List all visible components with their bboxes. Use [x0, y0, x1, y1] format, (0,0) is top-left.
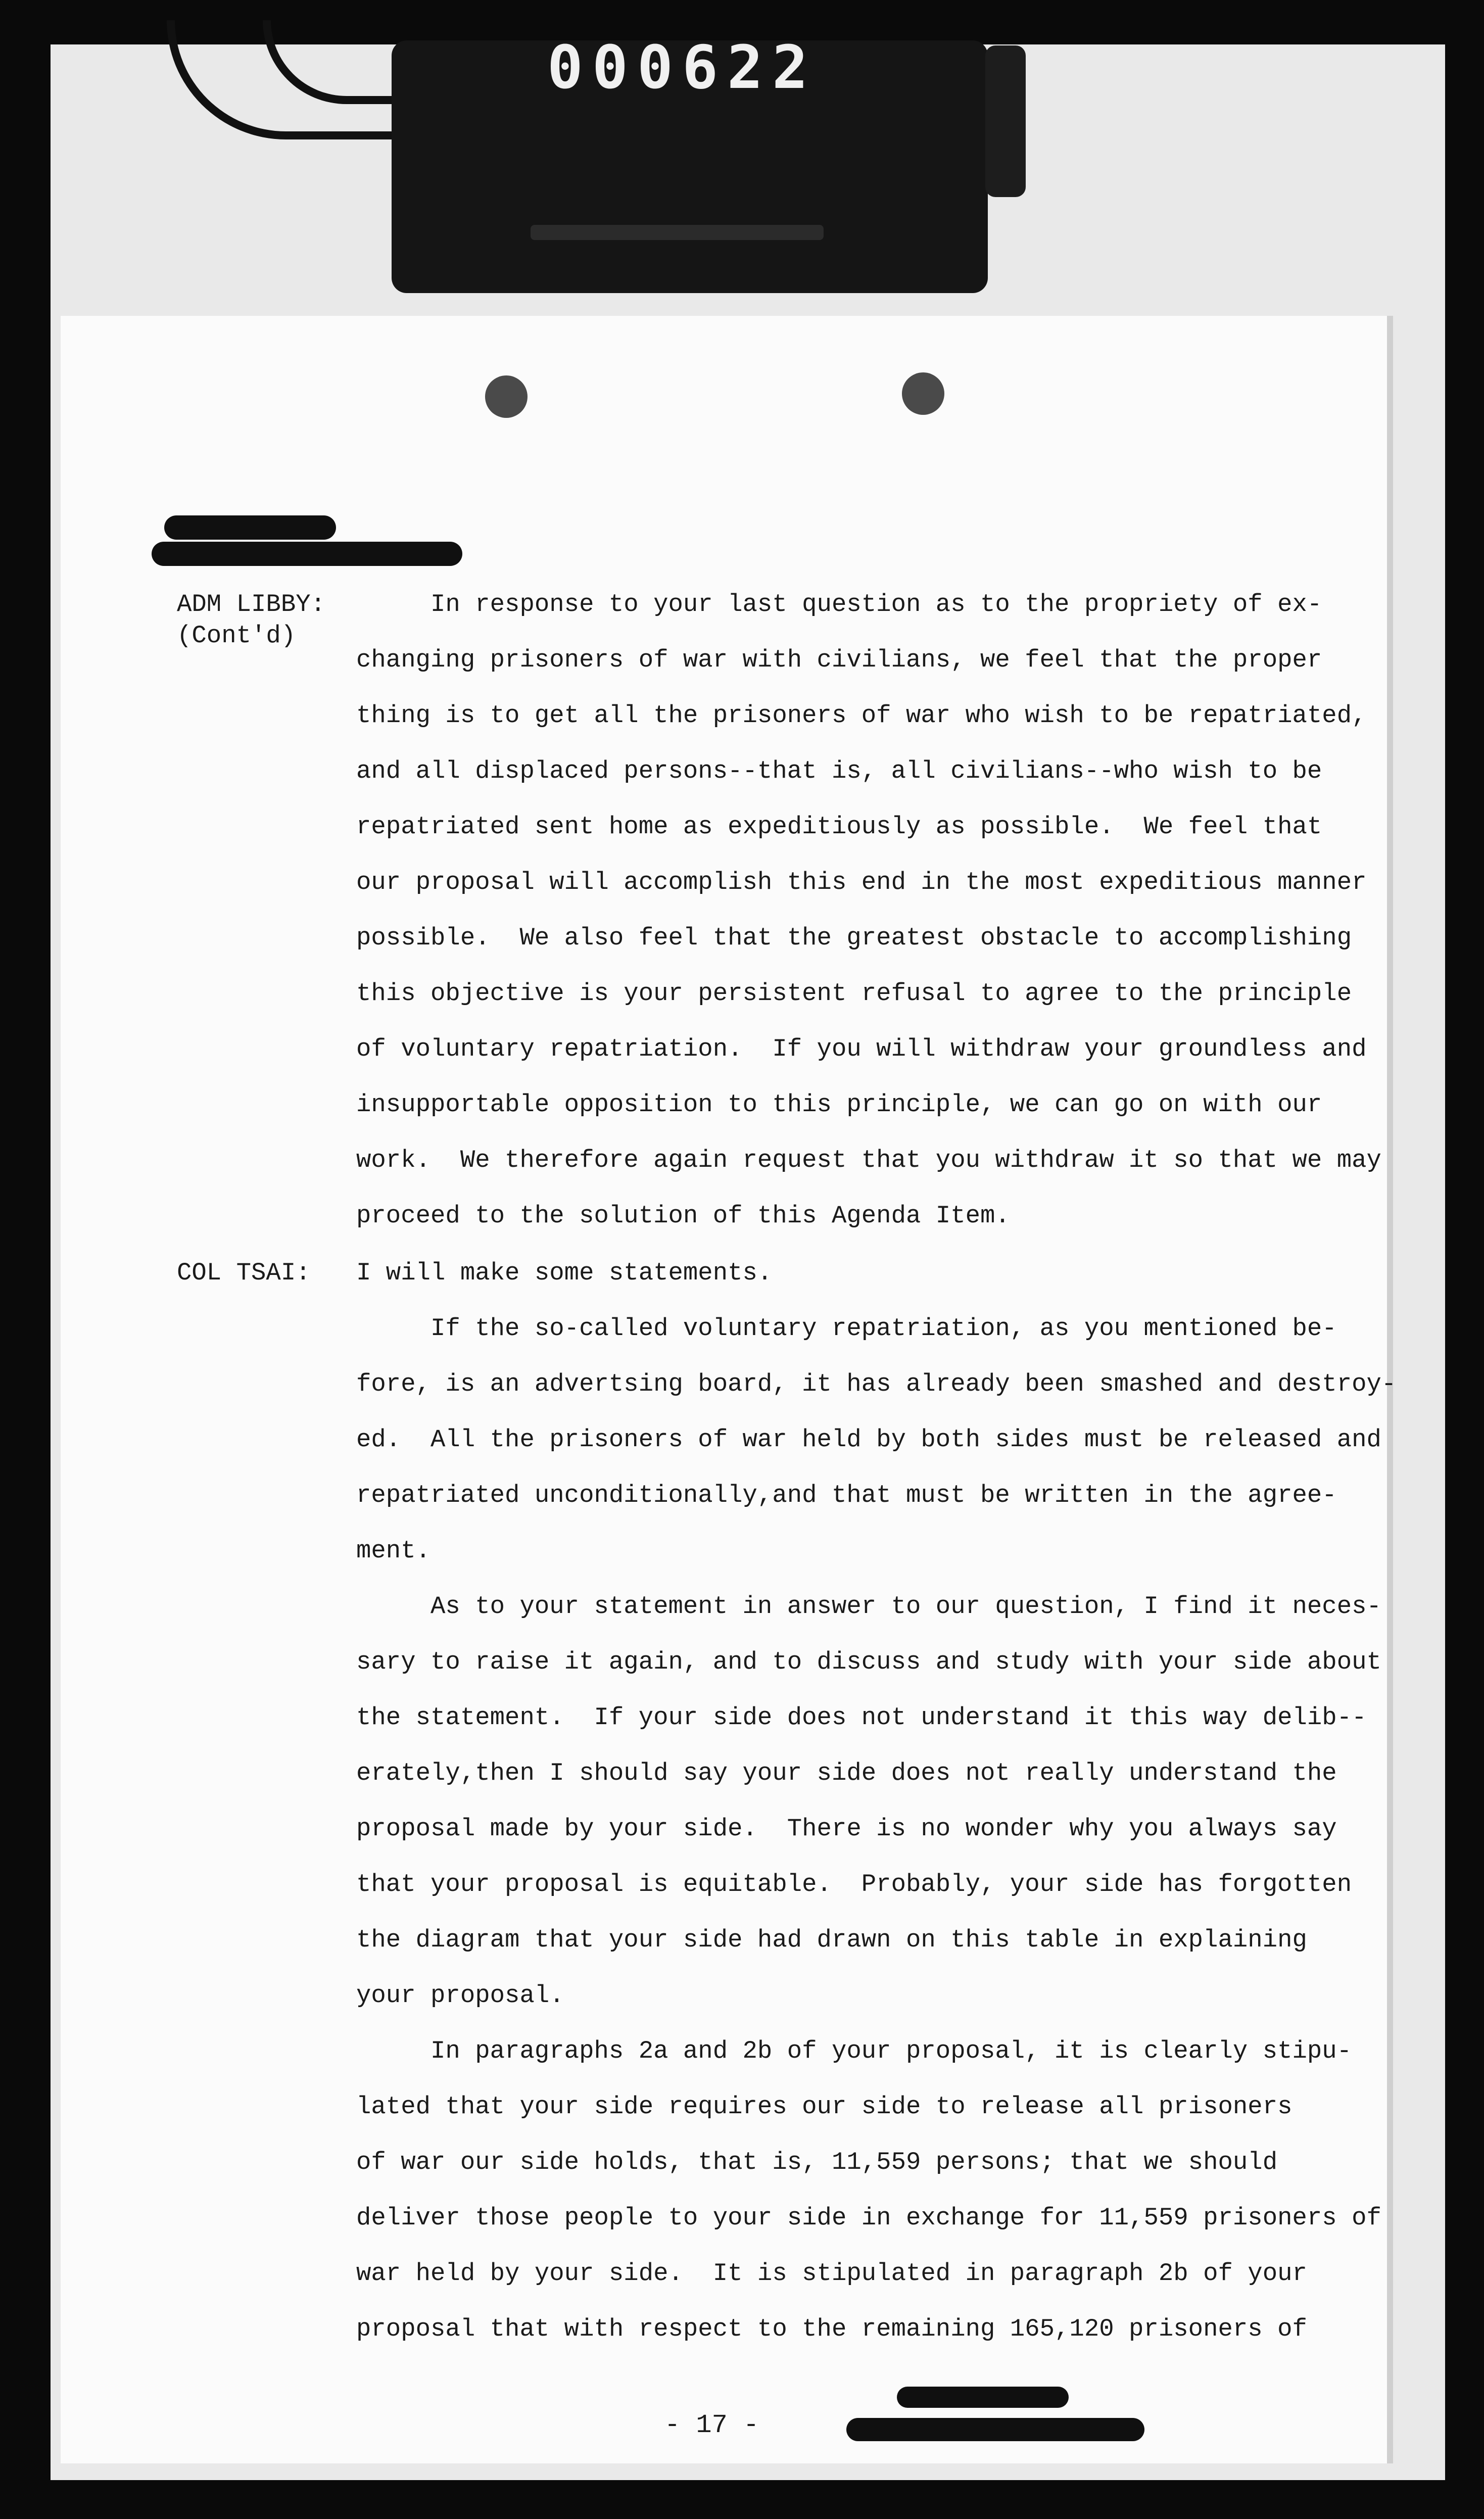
text-line: this objective is your persistent refusal to agree to the principle — [356, 979, 1352, 1008]
text-line: insupportable opposition to this principle, we can go on with our — [356, 1090, 1322, 1119]
text-line: proceed to the solution of this Agenda Item. — [356, 1202, 1010, 1230]
text-line: the diagram that your side had drawn on this table in explaining — [356, 1926, 1307, 1954]
counter-slot — [531, 225, 824, 240]
text-line: the statement. If your side does not understand it this way delib-- — [356, 1703, 1367, 1732]
text-line: our proposal will accomplish this end in the most expeditious manner — [356, 868, 1367, 896]
text-line: repatriated sent home as expeditiously as possible. We feel that — [356, 813, 1322, 841]
text-line: In paragraphs 2a and 2b of your proposal, it is clearly stipu- — [356, 2037, 1352, 2065]
text-line: your proposal. — [356, 1981, 564, 2010]
text-line: deliver those people to your side in exchange for 11,559 prisoners of — [356, 2204, 1381, 2232]
punch-hole-left — [485, 375, 528, 418]
redaction-mark — [897, 2387, 1069, 2408]
text-line: As to your statement in answer to our question, I find it neces- — [356, 1592, 1381, 1621]
text-line: and all displaced persons--that is, all civilians--who wish to be — [356, 757, 1322, 785]
text-line: changing prisoners of war with civilians, we feel that the proper — [356, 646, 1322, 674]
redaction-mark — [164, 515, 336, 540]
text-line: that your proposal is equitable. Probably, your side has forgotten — [356, 1870, 1352, 1898]
text-line: If the so-called voluntary repatriation, as you mentioned be- — [356, 1314, 1337, 1343]
frame-counter-number: 000622 — [547, 32, 818, 102]
text-line: In response to your last question as to the propriety of ex- — [356, 590, 1322, 619]
text-line: war held by your side. It is stipulated in paragraph 2b of your — [356, 2259, 1307, 2288]
text-line: proposal made by your side. There is no wonder why you always say — [356, 1815, 1337, 1843]
redaction-mark — [846, 2418, 1144, 2441]
page-number: - 17 - — [664, 2410, 759, 2440]
text-line: thing is to get all the prisoners of war who wish to be repatriated, — [356, 701, 1367, 730]
redaction-mark — [152, 542, 462, 566]
document-page — [61, 316, 1397, 2463]
text-line: ment. — [356, 1537, 431, 1565]
text-line: repatriated unconditionally,and that must be written in the agree- — [356, 1481, 1337, 1509]
text-line: lated that your side requires our side to release all prisoners — [356, 2093, 1292, 2121]
punch-hole-right — [902, 372, 944, 415]
speaker-note: (Cont'd) — [177, 622, 296, 650]
text-line: erately,then I should say your side does not really understand the — [356, 1759, 1337, 1787]
text-line: of war our side holds, that is, 11,559 persons; that we should — [356, 2148, 1278, 2176]
text-line: fore, is an advertsing board, it has already been smashed and destroy- — [356, 1370, 1397, 1398]
text-line: proposal that with respect to the remaining 165,120 prisoners of — [356, 2315, 1307, 2343]
counter-knob — [985, 45, 1026, 197]
text-line: work. We therefore again request that you withdraw it so that we may — [356, 1146, 1381, 1174]
text-line: of voluntary repatriation. If you will withdraw your groundless and — [356, 1035, 1367, 1063]
text-line: I will make some statements. — [356, 1259, 773, 1287]
speaker-label: ADM LIBBY: — [177, 590, 326, 619]
text-line: ed. All the prisoners of war held by both sides must be released and — [356, 1425, 1381, 1454]
text-line: sary to raise it again, and to discuss and study with your side about — [356, 1648, 1381, 1676]
speaker-label: COL TSAI: — [177, 1259, 311, 1287]
text-line: possible. We also feel that the greatest obstacle to accomplishing — [356, 924, 1352, 952]
